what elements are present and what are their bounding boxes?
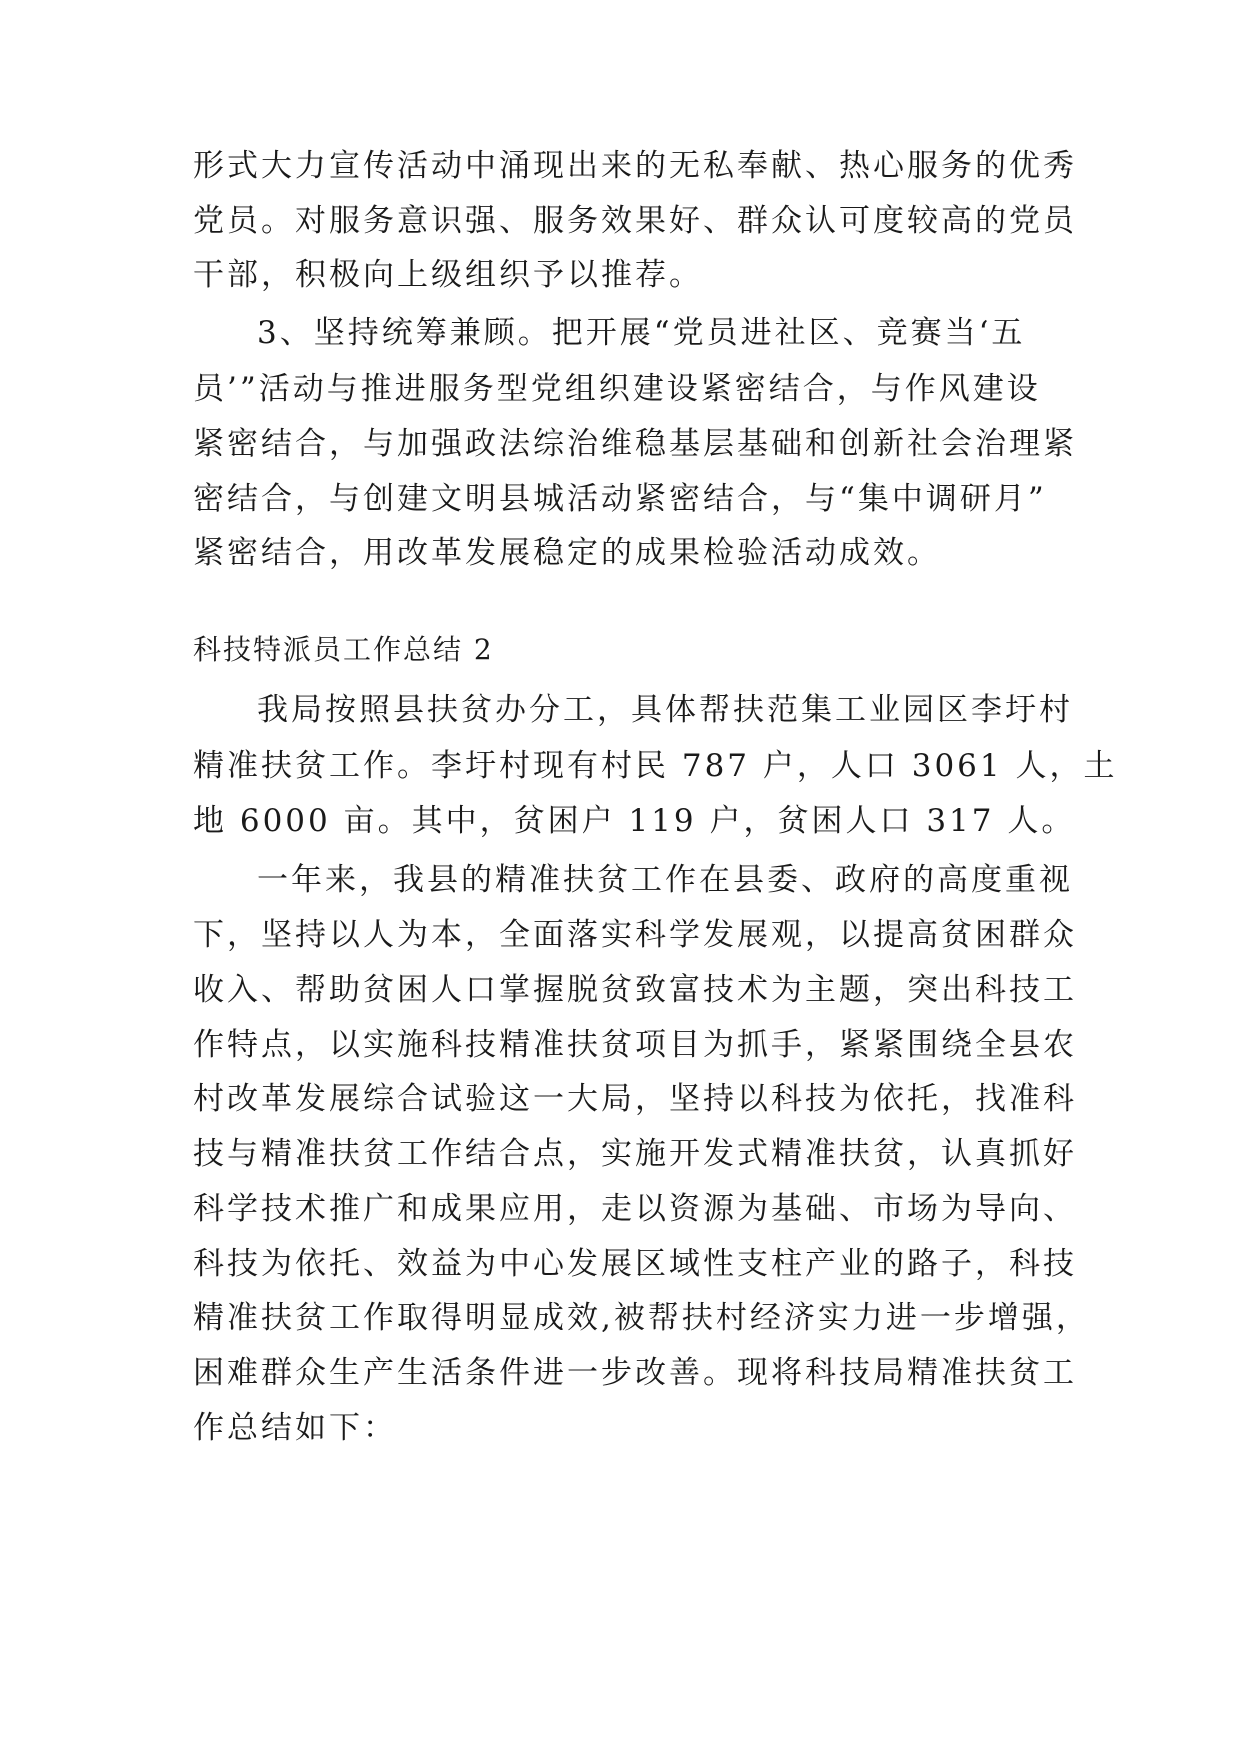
paragraph-line: 我局按照县扶贫办分工，具体帮扶范集工业园区李圩村: [257, 692, 1073, 728]
paragraph-line: 下，坚持以人为本，全面落实科学发展观，以提高贫困群众: [193, 917, 1077, 953]
paragraph-line: 地 6000 亩。其中，贫困户 119 户，贫困人口 317 人。: [193, 803, 1076, 839]
paragraph-line: 紧密结合，与加强政法综治维稳基层基础和创新社会治理紧: [193, 426, 1077, 462]
paragraph-line: 收入、帮助贫困人口掌握脱贫致富技术为主题，突出科技工: [193, 972, 1077, 1008]
paragraph-line: 作总结如下：: [193, 1410, 397, 1446]
paragraph-line: 精准扶贫工作。李圩村现有村民 787 户，人口 3061 人，土: [193, 748, 1118, 784]
paragraph-line: 3、坚持统筹兼顾。把开展“党员进社区、竞赛当‘五: [257, 315, 1026, 351]
paragraph-line: 党员。对服务意识强、服务效果好、群众认可度较高的党员: [193, 203, 1077, 239]
paragraph-line: 科学技术推广和成果应用，走以资源为基础、市场为导向、: [193, 1191, 1077, 1227]
paragraph-line: 村改革发展综合试验这一大局，坚持以科技为依托，找准科: [193, 1081, 1077, 1117]
paragraph-line: 科技为依托、效益为中心发展区域性支柱产业的路子，科技: [193, 1246, 1077, 1282]
paragraph-line: 精准扶贫工作取得明显成效,被帮扶村经济实力进一步增强，: [193, 1300, 1090, 1336]
paragraph-line: 密结合，与创建文明县城活动紧密结合，与“集中调研月”: [193, 481, 1047, 517]
section-title: 科技特派员工作总结 2: [193, 633, 494, 666]
paragraph-line: 技与精准扶贫工作结合点，实施开发式精准扶贫，认真抓好: [193, 1136, 1077, 1172]
paragraph-line: 一年来，我县的精准扶贫工作在县委、政府的高度重视: [257, 862, 1073, 898]
paragraph-line: 困难群众生产生活条件进一步改善。现将科技局精准扶贫工: [193, 1355, 1077, 1391]
paragraph-line: 干部，积极向上级组织予以推荐。: [193, 257, 703, 293]
paragraph-line: 紧密结合，用改革发展稳定的成果检验活动成效。: [193, 535, 941, 571]
paragraph-line: 形式大力宣传活动中涌现出来的无私奉献、热心服务的优秀: [193, 148, 1077, 184]
paragraph-line: 员’”活动与推进服务型党组织建设紧密结合，与作风建设: [193, 371, 1041, 407]
paragraph-line: 作特点，以实施科技精准扶贫项目为抓手，紧紧围绕全县农: [193, 1027, 1077, 1063]
